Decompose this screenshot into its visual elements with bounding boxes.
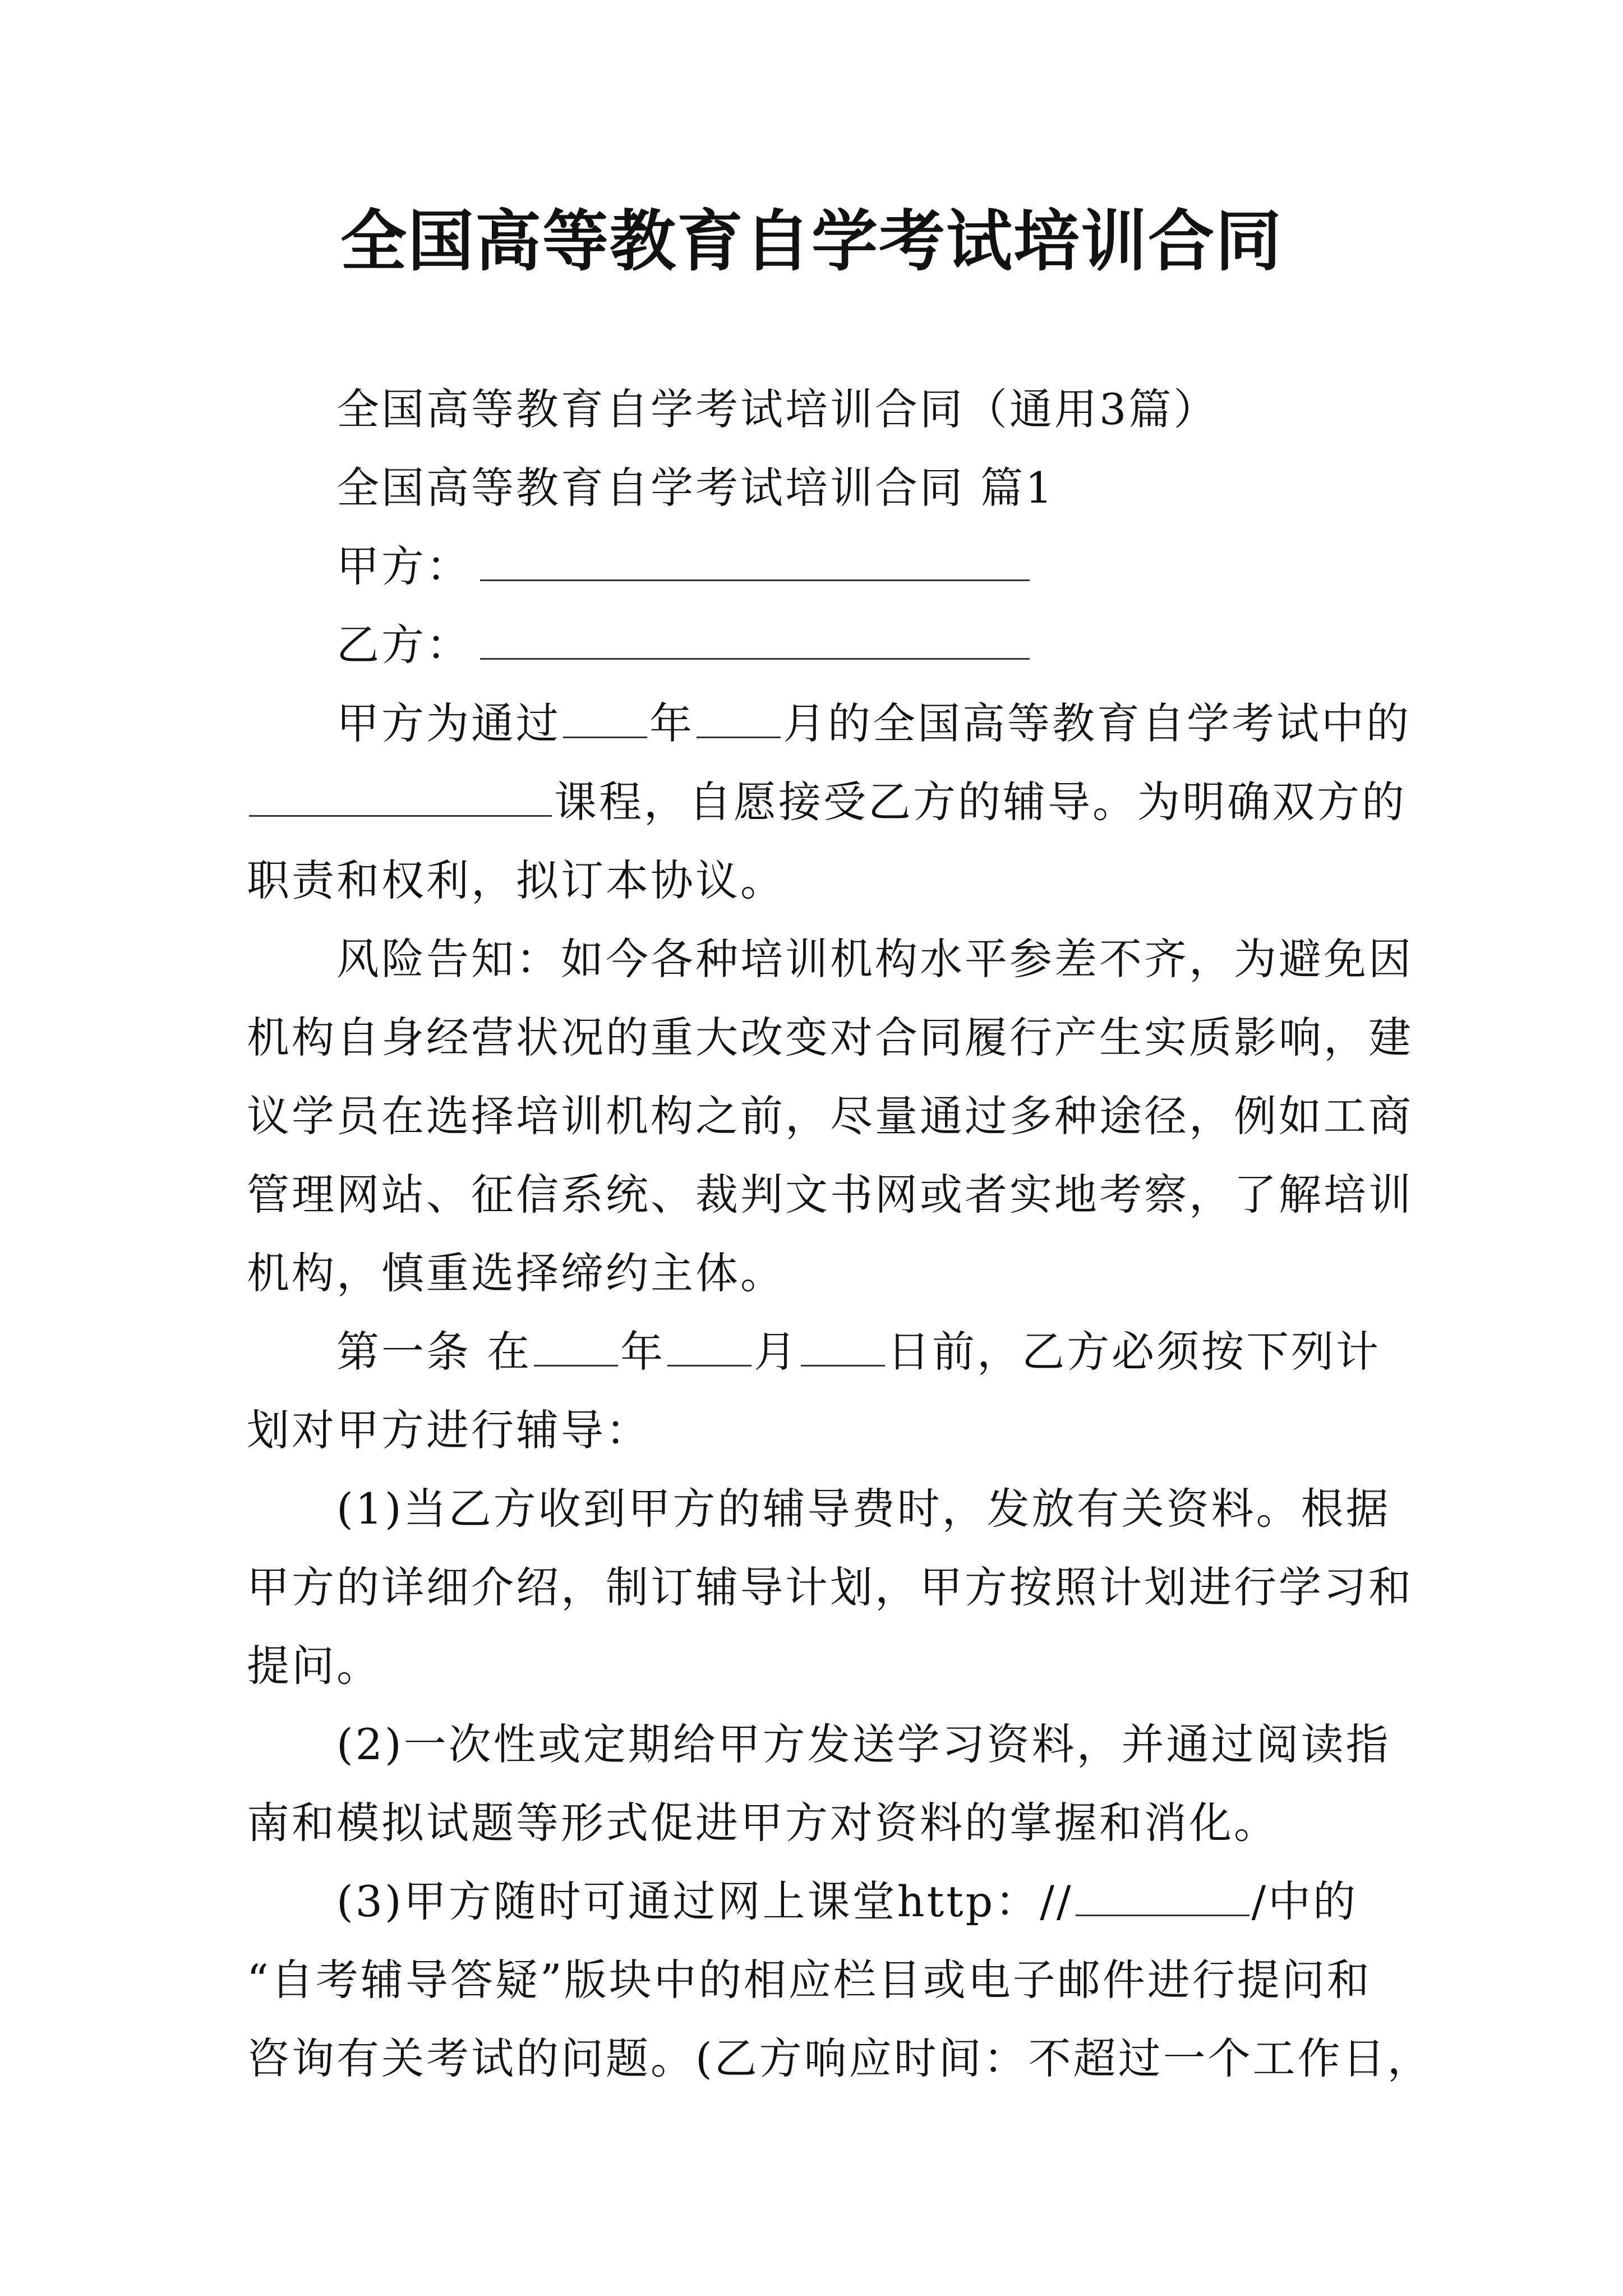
party-b-label: 乙方：: [336, 620, 471, 670]
month-blank: [697, 697, 781, 738]
intro-text: 月的全国高等教育自学考试中的: [783, 698, 1411, 748]
party-a-line: [336, 539, 1032, 595]
item2-line-2: 南和模拟试题等形式促进甲方对资料的掌握和消化。: [247, 1798, 1279, 1848]
intro-line-1: [336, 696, 1411, 752]
intro-text: 课程，自愿接受乙方的辅导。为明确双方的: [554, 777, 1407, 827]
intro-line-2: [247, 774, 1407, 830]
party-a-blank: [480, 540, 1030, 581]
item3-line-2: “自考辅导答疑”版块中的相应栏目或电子邮件进行提问和: [247, 1955, 1372, 2005]
article1-line-1: [336, 1324, 1381, 1380]
risk-line-1: 风险告知：如今各种培训机构水平参差不齐，为避免因: [336, 934, 1413, 984]
year-blank: [534, 1326, 618, 1366]
intro-line-3: 职责和权利，拟订本协议。: [247, 855, 785, 905]
party-b-line: [336, 617, 1032, 673]
risk-line-2: 机构自身经营状况的重大改变对合同履行产生实质影响，建: [247, 1013, 1413, 1062]
item3-line-3: 咨询有关考试的问题。(乙方响应时间：不超过一个工作日，: [247, 2033, 1432, 2083]
article1-text: 月: [754, 1327, 799, 1377]
article1-line-2: 划对甲方进行辅导：: [247, 1405, 651, 1455]
year-blank: [563, 697, 647, 738]
party-b-blank: [480, 619, 1030, 660]
risk-line-3: 议学员在选择培训机构之前，尽量通过多种途径，例如工商: [247, 1091, 1413, 1141]
risk-line-4: 管理网站、征信系统、裁判文书网或者实地考察，了解培训: [247, 1170, 1413, 1220]
url-blank: [1076, 1875, 1249, 1916]
item1-line-1: (1)当乙方收到甲方的辅导费时，发放有关资料。根据: [336, 1484, 1391, 1534]
article1-text: 年: [620, 1327, 666, 1377]
item3-line-1: [336, 1874, 1358, 1930]
item3-text: /中的: [1251, 1876, 1358, 1926]
section-heading: 全国高等教育自学考试培训合同 篇1: [336, 463, 1055, 513]
item1-line-3: 提问。: [247, 1641, 381, 1691]
day-blank: [801, 1326, 885, 1366]
article1-text: 第一条 在: [336, 1327, 532, 1377]
document-title: 全国高等教育自学考试培训合同: [340, 202, 1283, 280]
item3-text: (3)甲方随时可通过网上课堂http：//: [336, 1876, 1073, 1926]
month-blank: [667, 1326, 751, 1366]
item1-line-2: 甲方的详细介绍，制订辅导计划，甲方按照计划进行学习和: [247, 1562, 1413, 1612]
party-a-label: 甲方：: [336, 541, 471, 591]
intro-text: 年: [649, 698, 694, 748]
intro-text: 甲方为通过: [336, 698, 561, 748]
article1-text: 日前，乙方必须按下列计: [887, 1327, 1381, 1377]
risk-line-5: 机构，慎重选择缔约主体。: [247, 1248, 785, 1298]
course-blank: [249, 776, 552, 817]
item2-line-1: (2)一次性或定期给甲方发送学习资料，并通过阅读指: [336, 1719, 1391, 1769]
document-subtitle: 全国高等教育自学考试培训合同（通用3篇）: [336, 384, 1219, 434]
